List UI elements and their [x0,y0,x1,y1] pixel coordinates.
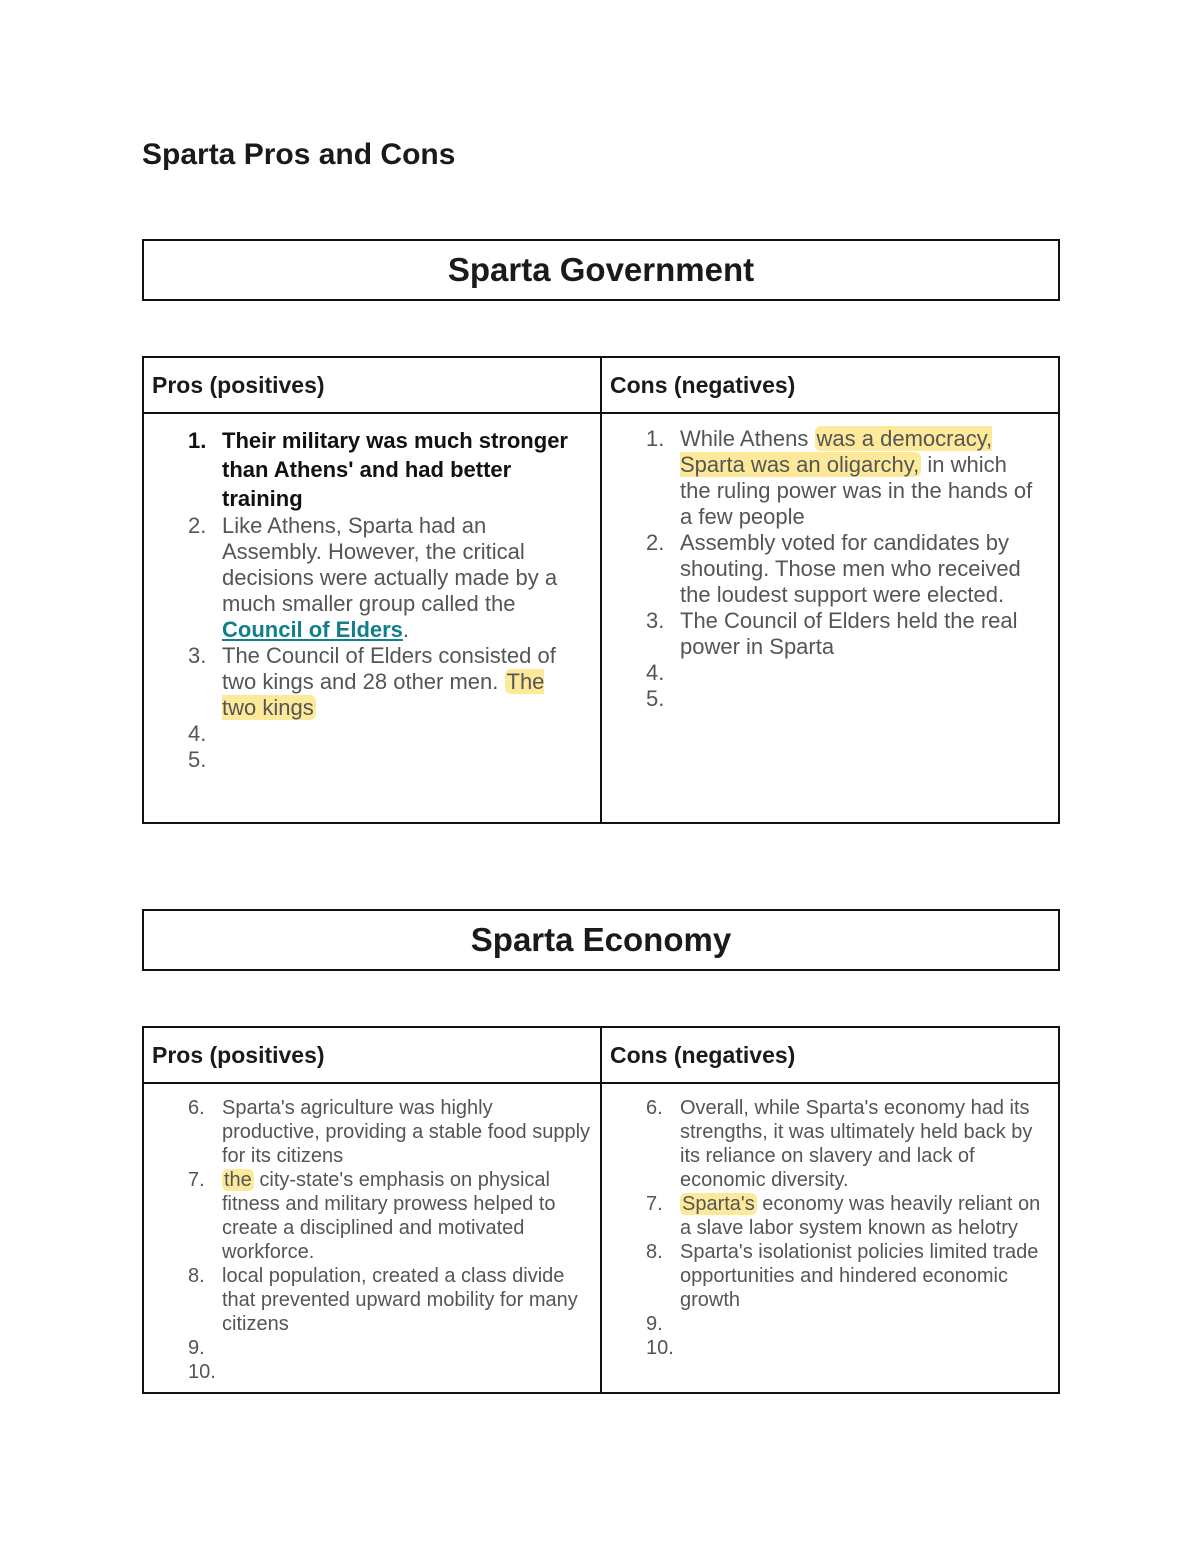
list-item [188,1264,590,1336]
government-table-header [144,358,1058,414]
list-number: 9. [188,1337,205,1359]
government-cons-list [602,414,1058,712]
list-item [188,721,580,747]
economy-cons-cell[interactable] [600,1084,1058,1392]
list-item [188,643,580,721]
economy-pros-cell[interactable] [144,1084,600,1392]
list-number: 5. [646,686,665,711]
list-item [646,1312,1048,1336]
list-number: 3. [646,608,665,633]
list-number: 8. [646,1241,663,1263]
list-item [646,1240,1048,1312]
list-text: Overall, while Sparta's economy had its strengths, it was ultimately held back by its reliance on slavery and lack of economic diversity. [680,1097,1033,1191]
list-number: 10. [646,1337,674,1359]
list-number: 1. [646,426,665,451]
text-highlight: was a democracy, Sparta was an oligarchy, [680,426,993,477]
list-item [646,686,1042,712]
list-item [646,608,1042,660]
list-text-part: While Athens [680,426,815,451]
list-text-part: economy was heavily reliant on a slave labor system known as helotry [680,1193,1041,1239]
economy-table-header [144,1028,1058,1084]
list-text-part: city-state's emphasis on physical fitness and military prowess helped to create a disciplined and motivated workforce. [222,1169,556,1263]
list-text [222,513,580,643]
list-number: 2. [188,513,207,538]
list-number: 2. [646,530,665,555]
list-item [188,513,580,643]
government-pros-cell[interactable] [144,414,600,822]
list-number: 4. [188,721,207,746]
list-number: 8. [188,1265,205,1287]
list-item [188,747,580,773]
list-item [646,1096,1048,1192]
economy-pros-list [144,1084,600,1384]
list-item [646,1336,1048,1360]
list-text-part: The Council of Elders consisted of two kings and 28 other men. [222,643,556,694]
government-pros-list [144,414,600,773]
list-text: Assembly voted for candidates by shouting. Those men who received the loudest support were elected. [680,530,1021,607]
list-number: 6. [646,1097,663,1119]
list-text [680,1192,1048,1240]
list-text: Their military was much stronger than Athens' and had better training [222,428,568,511]
list-item [646,426,1042,530]
list-number: 7. [188,1169,205,1191]
list-text [222,1168,590,1264]
text-highlight: The two kings [222,669,545,720]
list-item [188,1096,590,1168]
text-highlight: Sparta's [682,1193,755,1215]
list-number: 5. [188,747,207,772]
economy-cons-list [602,1084,1058,1360]
list-item [188,1336,590,1360]
list-item [188,1360,590,1384]
economy-heading-box [142,909,1060,971]
text-highlight: the [224,1169,252,1191]
government-cons-cell[interactable] [600,414,1058,822]
list-text: local population, created a class divide that prevented upward mobility for many citizens [222,1265,578,1335]
list-item [188,426,580,513]
council-of-elders-link[interactable]: Council of Elders [222,617,403,642]
economy-heading: Sparta Economy [470,921,732,958]
list-text: The Council of Elders held the real power in Sparta [680,608,1018,659]
list-item [646,530,1042,608]
government-pros-cons-table [142,356,1060,824]
list-number: 4. [646,660,665,685]
government-table-body [144,414,1058,822]
economy-pros-header: Pros (positives) [152,1041,325,1068]
list-text: Sparta's isolationist policies limited trade opportunities and hindered economic growth [680,1241,1039,1311]
government-heading-box [142,239,1060,301]
document-title: Sparta Pros and Cons [142,138,456,171]
list-text-part: in which the ruling power was in the hands of a few people [680,452,1033,529]
list-number: 6. [188,1097,205,1119]
list-item [646,660,1042,686]
economy-cons-header: Cons (negatives) [600,1028,1058,1082]
list-number: 1. [188,428,207,453]
list-text-part: Like Athens, Sparta had an Assembly. However, the critical decisions were actually made by a much smaller group called the [222,513,558,616]
government-cons-header: Cons (negatives) [600,358,1058,412]
economy-pros-cons-table [142,1026,1060,1394]
list-text [222,643,580,721]
list-text-part: . [402,617,410,642]
list-text: Sparta's agriculture was highly productive, providing a stable food supply for its citizens [222,1097,591,1167]
list-number: 3. [188,643,207,668]
list-item [188,1168,590,1264]
list-number: 9. [646,1313,663,1335]
list-number: 10. [188,1361,216,1383]
list-text [680,426,1042,530]
economy-table-body [144,1084,1058,1392]
list-item [646,1192,1048,1240]
list-number: 7. [646,1193,663,1215]
government-pros-header: Pros (positives) [152,371,325,398]
government-heading: Sparta Government [447,251,755,288]
